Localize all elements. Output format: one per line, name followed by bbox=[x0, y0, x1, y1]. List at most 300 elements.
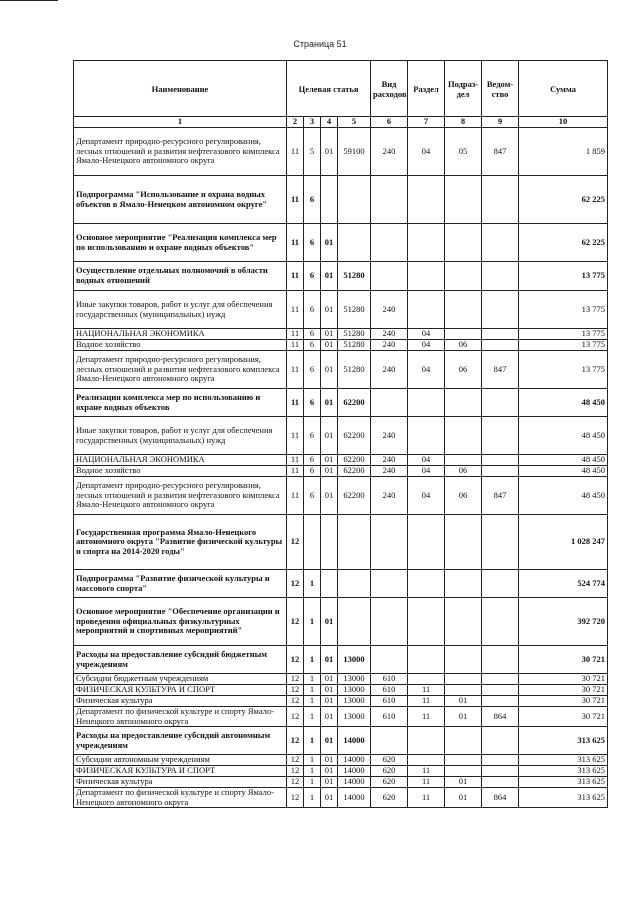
cell-subprogram: 1 bbox=[304, 755, 321, 766]
cell-name: Департамент природно-ресурсного регулирования, лесных отношений и развития нефтегазового комплекса Ямало-Ненецкого автономного округа bbox=[74, 477, 287, 515]
cell-direction: 51280 bbox=[338, 340, 371, 351]
cell-program: 11 bbox=[287, 224, 304, 262]
table-row bbox=[74, 262, 608, 291]
cell-program: 11 bbox=[287, 466, 304, 477]
cell-sum: 62 225 bbox=[519, 224, 608, 262]
cell-vedomstvo bbox=[482, 696, 519, 707]
cell-podrazdel: 06 bbox=[445, 466, 482, 477]
cell-name: Расходы на предоставление субсидий автономным учреждениям bbox=[74, 727, 287, 755]
cell-event: 01 bbox=[321, 340, 338, 351]
cell-name: ФИЗИЧЕСКАЯ КУЛЬТУРА И СПОРТ bbox=[74, 766, 287, 777]
cell-razdel: 11 bbox=[408, 685, 445, 696]
cell-direction bbox=[338, 598, 371, 646]
cell-razdel: 11 bbox=[408, 788, 445, 808]
table-row bbox=[74, 351, 608, 389]
cell-name: Департамент по физической культуре и спорту Ямало-Ненецкого автономного округа bbox=[74, 707, 287, 727]
cell-sum: 48 450 bbox=[519, 417, 608, 455]
cell-event: 01 bbox=[321, 417, 338, 455]
cell-razdel: 04 bbox=[408, 351, 445, 389]
cell-sum: 13 775 bbox=[519, 351, 608, 389]
cell-razdel: 11 bbox=[408, 707, 445, 727]
cell-direction: 59100 bbox=[338, 128, 371, 176]
cell-razdel: 04 bbox=[408, 477, 445, 515]
cell-podrazdel: 01 bbox=[445, 707, 482, 727]
table-row bbox=[74, 707, 608, 727]
cell-event: 01 bbox=[321, 685, 338, 696]
cell-podrazdel: 06 bbox=[445, 477, 482, 515]
cell-razdel: 11 bbox=[408, 777, 445, 788]
cell-program: 11 bbox=[287, 329, 304, 340]
cell-name: Подпрограмма "Развитие физической культуры и массового спорта" bbox=[74, 570, 287, 598]
cell-vid: 620 bbox=[371, 788, 408, 808]
cell-program: 11 bbox=[287, 128, 304, 176]
cell-event: 01 bbox=[321, 598, 338, 646]
cell-name: НАЦИОНАЛЬНАЯ ЭКОНОМИКА bbox=[74, 329, 287, 340]
cell-podrazdel bbox=[445, 646, 482, 674]
cell-event: 01 bbox=[321, 291, 338, 329]
cell-sum: 13 775 bbox=[519, 329, 608, 340]
cell-podrazdel bbox=[445, 262, 482, 291]
cell-program: 12 bbox=[287, 755, 304, 766]
cell-podrazdel bbox=[445, 674, 482, 685]
cell-direction: 62200 bbox=[338, 466, 371, 477]
cell-sum: 1 028 247 bbox=[519, 515, 608, 570]
cell-subprogram: 6 bbox=[304, 176, 321, 224]
cell-razdel bbox=[408, 515, 445, 570]
cell-vid: 240 bbox=[371, 351, 408, 389]
cell-subprogram: 6 bbox=[304, 466, 321, 477]
cell-vedomstvo bbox=[482, 340, 519, 351]
cell-vid: 240 bbox=[371, 329, 408, 340]
cell-vid: 610 bbox=[371, 707, 408, 727]
cell-name: Департамент природно-ресурсного регулирования, лесных отношений и развития нефтегазового комплекса Ямало-Ненецкого автономного округа bbox=[74, 351, 287, 389]
cell-vedomstvo bbox=[482, 515, 519, 570]
cell-direction: 13000 bbox=[338, 674, 371, 685]
table-row bbox=[74, 727, 608, 755]
cell-event: 01 bbox=[321, 788, 338, 808]
cell-direction: 51280 bbox=[338, 262, 371, 291]
cell-direction: 62200 bbox=[338, 417, 371, 455]
cell-vid: 610 bbox=[371, 685, 408, 696]
cell-name: Подпрограмма "Использование и охрана водных объектов в Ямало-Ненецком автономном округе" bbox=[74, 176, 287, 224]
cell-podrazdel bbox=[445, 224, 482, 262]
cell-program: 11 bbox=[287, 351, 304, 389]
cell-program: 12 bbox=[287, 685, 304, 696]
cell-program: 11 bbox=[287, 417, 304, 455]
col-number: 5 bbox=[338, 117, 371, 128]
cell-vid bbox=[371, 570, 408, 598]
budget-table bbox=[73, 60, 608, 808]
table-body bbox=[74, 128, 608, 808]
cell-podrazdel bbox=[445, 755, 482, 766]
cell-event: 01 bbox=[321, 646, 338, 674]
header-vid: Вид расходов bbox=[371, 61, 408, 117]
table-row bbox=[74, 455, 608, 466]
cell-sum: 13 775 bbox=[519, 262, 608, 291]
cell-razdel bbox=[408, 727, 445, 755]
cell-name: НАЦИОНАЛЬНАЯ ЭКОНОМИКА bbox=[74, 455, 287, 466]
cell-event bbox=[321, 570, 338, 598]
cell-sum: 13 775 bbox=[519, 291, 608, 329]
table-row bbox=[74, 570, 608, 598]
table-row bbox=[74, 696, 608, 707]
cell-podrazdel bbox=[445, 598, 482, 646]
cell-program: 12 bbox=[287, 598, 304, 646]
cell-subprogram: 1 bbox=[304, 707, 321, 727]
cell-sum: 13 775 bbox=[519, 340, 608, 351]
cell-razdel bbox=[408, 674, 445, 685]
cell-vid bbox=[371, 176, 408, 224]
cell-event: 01 bbox=[321, 766, 338, 777]
cell-event: 01 bbox=[321, 455, 338, 466]
cell-vedomstvo bbox=[482, 674, 519, 685]
cell-subprogram: 6 bbox=[304, 351, 321, 389]
cell-razdel bbox=[408, 755, 445, 766]
cell-podrazdel: 05 bbox=[445, 128, 482, 176]
header-name: Наименование bbox=[74, 61, 287, 117]
cell-name: Департамент по физической культуре и спорту Ямало-Ненецкого автономного округа bbox=[74, 788, 287, 808]
cell-event: 01 bbox=[321, 262, 338, 291]
cell-sum: 524 774 bbox=[519, 570, 608, 598]
cell-vid bbox=[371, 646, 408, 674]
cell-sum: 313 625 bbox=[519, 766, 608, 777]
cell-vid: 240 bbox=[371, 128, 408, 176]
cell-event: 01 bbox=[321, 674, 338, 685]
cell-vedomstvo bbox=[482, 291, 519, 329]
cell-program: 12 bbox=[287, 570, 304, 598]
cell-name: Иные закупки товаров, работ и услуг для обеспечения государственных (муниципальных) нужд bbox=[74, 417, 287, 455]
cell-name: Основное мероприятие "Обеспечение организации и проведения официальных физкультурных мероприятий и спортивных мероприятий" bbox=[74, 598, 287, 646]
cell-event: 01 bbox=[321, 696, 338, 707]
cell-event: 01 bbox=[321, 224, 338, 262]
cell-program: 12 bbox=[287, 674, 304, 685]
cell-vedomstvo bbox=[482, 262, 519, 291]
cell-podrazdel bbox=[445, 389, 482, 417]
table-row bbox=[74, 755, 608, 766]
cell-event: 01 bbox=[321, 351, 338, 389]
cell-sum: 313 625 bbox=[519, 727, 608, 755]
cell-subprogram: 1 bbox=[304, 696, 321, 707]
cell-subprogram: 1 bbox=[304, 570, 321, 598]
col-number: 7 bbox=[408, 117, 445, 128]
cell-direction bbox=[338, 224, 371, 262]
cell-podrazdel bbox=[445, 329, 482, 340]
table-row bbox=[74, 389, 608, 417]
cell-vid: 610 bbox=[371, 696, 408, 707]
cell-vid bbox=[371, 727, 408, 755]
cell-sum: 48 450 bbox=[519, 477, 608, 515]
cell-subprogram: 1 bbox=[304, 646, 321, 674]
table-row bbox=[74, 340, 608, 351]
cell-sum: 30 721 bbox=[519, 646, 608, 674]
page-label: Страница 51 bbox=[293, 39, 347, 49]
header-summa: Сумма bbox=[519, 61, 608, 117]
cell-vedomstvo bbox=[482, 224, 519, 262]
cell-razdel bbox=[408, 389, 445, 417]
table-row bbox=[74, 417, 608, 455]
cell-podrazdel bbox=[445, 727, 482, 755]
table-row bbox=[74, 291, 608, 329]
cell-program: 12 bbox=[287, 515, 304, 570]
cell-direction bbox=[338, 515, 371, 570]
cell-sum: 48 450 bbox=[519, 466, 608, 477]
cell-name: Государственная программа Ямало-Ненецкого автономного округа "Развитие физической культуры и спорта на 2014-2020 годы" bbox=[74, 515, 287, 570]
col-number: 6 bbox=[371, 117, 408, 128]
cell-name: Осуществление отдельных полномочий в области водных отношений bbox=[74, 262, 287, 291]
cell-subprogram: 6 bbox=[304, 477, 321, 515]
cell-vedomstvo bbox=[482, 755, 519, 766]
table-row bbox=[74, 224, 608, 262]
cell-vid bbox=[371, 389, 408, 417]
cell-direction: 14000 bbox=[338, 788, 371, 808]
cell-vedomstvo bbox=[482, 727, 519, 755]
cell-vid: 240 bbox=[371, 340, 408, 351]
col-number: 2 bbox=[287, 117, 304, 128]
cell-razdel: 04 bbox=[408, 466, 445, 477]
header-podrazdel: Подраз-дел bbox=[445, 61, 482, 117]
cell-podrazdel: 06 bbox=[445, 351, 482, 389]
table-row bbox=[74, 598, 608, 646]
table-row bbox=[74, 466, 608, 477]
cell-direction: 13000 bbox=[338, 707, 371, 727]
cell-direction: 14000 bbox=[338, 777, 371, 788]
corner-rule bbox=[0, 0, 58, 1]
cell-name: Расходы на предоставление субсидий бюджетным учреждениям bbox=[74, 646, 287, 674]
cell-program: 11 bbox=[287, 389, 304, 417]
cell-event: 01 bbox=[321, 329, 338, 340]
cell-vedomstvo: 847 bbox=[482, 477, 519, 515]
table-row bbox=[74, 788, 608, 808]
cell-name: Физическая культура bbox=[74, 696, 287, 707]
cell-sum: 313 625 bbox=[519, 777, 608, 788]
header-razdel: Раздел bbox=[408, 61, 445, 117]
table-row bbox=[74, 176, 608, 224]
cell-razdel: 04 bbox=[408, 128, 445, 176]
cell-name: Водное хозяйство bbox=[74, 340, 287, 351]
cell-vedomstvo: 864 bbox=[482, 788, 519, 808]
cell-subprogram: 6 bbox=[304, 455, 321, 466]
header-row bbox=[74, 61, 608, 117]
cell-vid: 610 bbox=[371, 674, 408, 685]
cell-podrazdel bbox=[445, 455, 482, 466]
cell-event: 01 bbox=[321, 466, 338, 477]
cell-vedomstvo bbox=[482, 598, 519, 646]
cell-subprogram: 1 bbox=[304, 674, 321, 685]
table-row bbox=[74, 128, 608, 176]
cell-name: Департамент природно-ресурсного регулирования, лесных отношений и развития нефтегазового комплекса Ямало-Ненецкого автономного округа bbox=[74, 128, 287, 176]
cell-event: 01 bbox=[321, 389, 338, 417]
cell-name: Основное мероприятие "Реализация комплекса мер по использованию и охране водных объектов" bbox=[74, 224, 287, 262]
cell-direction bbox=[338, 176, 371, 224]
cell-event bbox=[321, 515, 338, 570]
cell-vid: 620 bbox=[371, 766, 408, 777]
cell-vedomstvo bbox=[482, 329, 519, 340]
cell-podrazdel: 01 bbox=[445, 696, 482, 707]
cell-event: 01 bbox=[321, 727, 338, 755]
cell-razdel bbox=[408, 176, 445, 224]
cell-vid: 240 bbox=[371, 466, 408, 477]
cell-program: 12 bbox=[287, 727, 304, 755]
cell-razdel: 04 bbox=[408, 340, 445, 351]
cell-podrazdel: 01 bbox=[445, 788, 482, 808]
cell-vedomstvo bbox=[482, 646, 519, 674]
cell-direction: 62200 bbox=[338, 455, 371, 466]
cell-sum: 30 721 bbox=[519, 707, 608, 727]
cell-program: 12 bbox=[287, 696, 304, 707]
cell-vid bbox=[371, 262, 408, 291]
cell-vedomstvo bbox=[482, 417, 519, 455]
cell-vid bbox=[371, 515, 408, 570]
cell-sum: 48 450 bbox=[519, 455, 608, 466]
cell-name: Физическая культура bbox=[74, 777, 287, 788]
cell-event: 01 bbox=[321, 755, 338, 766]
cell-name: Субсидии бюджетным учреждениям bbox=[74, 674, 287, 685]
cell-vedomstvo bbox=[482, 570, 519, 598]
cell-vid: 240 bbox=[371, 417, 408, 455]
cell-sum: 30 721 bbox=[519, 696, 608, 707]
cell-podrazdel: 01 bbox=[445, 777, 482, 788]
cell-direction: 51280 bbox=[338, 329, 371, 340]
cell-podrazdel bbox=[445, 515, 482, 570]
cell-sum: 62 225 bbox=[519, 176, 608, 224]
cell-podrazdel bbox=[445, 766, 482, 777]
cell-program: 12 bbox=[287, 788, 304, 808]
cell-program: 12 bbox=[287, 777, 304, 788]
table-row bbox=[74, 515, 608, 570]
cell-event: 01 bbox=[321, 128, 338, 176]
cell-sum: 313 625 bbox=[519, 788, 608, 808]
cell-vid bbox=[371, 598, 408, 646]
table-row bbox=[74, 766, 608, 777]
cell-subprogram: 6 bbox=[304, 417, 321, 455]
cell-direction: 51280 bbox=[338, 291, 371, 329]
cell-subprogram: 6 bbox=[304, 262, 321, 291]
cell-direction: 62200 bbox=[338, 389, 371, 417]
cell-vedomstvo bbox=[482, 466, 519, 477]
col-number: 9 bbox=[482, 117, 519, 128]
table-row bbox=[74, 777, 608, 788]
cell-program: 12 bbox=[287, 646, 304, 674]
cell-vid: 240 bbox=[371, 455, 408, 466]
cell-subprogram: 1 bbox=[304, 766, 321, 777]
cell-name: Реализация комплекса мер по использованию и охране водных объектов bbox=[74, 389, 287, 417]
cell-direction: 14000 bbox=[338, 727, 371, 755]
table-row bbox=[74, 685, 608, 696]
cell-direction bbox=[338, 570, 371, 598]
cell-vedomstvo: 847 bbox=[482, 351, 519, 389]
cell-razdel bbox=[408, 291, 445, 329]
cell-event: 01 bbox=[321, 707, 338, 727]
cell-subprogram: 5 bbox=[304, 128, 321, 176]
cell-razdel bbox=[408, 598, 445, 646]
cell-name: ФИЗИЧЕСКАЯ КУЛЬТУРА И СПОРТ bbox=[74, 685, 287, 696]
cell-direction: 14000 bbox=[338, 766, 371, 777]
cell-direction: 62200 bbox=[338, 477, 371, 515]
cell-vedomstvo: 847 bbox=[482, 128, 519, 176]
cell-razdel bbox=[408, 262, 445, 291]
cell-subprogram: 1 bbox=[304, 788, 321, 808]
column-number-row bbox=[74, 117, 608, 128]
cell-podrazdel bbox=[445, 570, 482, 598]
cell-subprogram: 1 bbox=[304, 685, 321, 696]
cell-podrazdel bbox=[445, 176, 482, 224]
cell-razdel bbox=[408, 646, 445, 674]
cell-subprogram bbox=[304, 515, 321, 570]
cell-subprogram: 1 bbox=[304, 777, 321, 788]
cell-razdel: 11 bbox=[408, 696, 445, 707]
cell-vedomstvo bbox=[482, 455, 519, 466]
cell-vid: 240 bbox=[371, 291, 408, 329]
cell-vedomstvo: 864 bbox=[482, 707, 519, 727]
cell-podrazdel: 06 bbox=[445, 340, 482, 351]
cell-subprogram: 1 bbox=[304, 727, 321, 755]
cell-vid bbox=[371, 224, 408, 262]
col-number: 1 bbox=[74, 117, 287, 128]
cell-program: 11 bbox=[287, 455, 304, 466]
cell-program: 12 bbox=[287, 707, 304, 727]
cell-vedomstvo bbox=[482, 389, 519, 417]
cell-program: 11 bbox=[287, 340, 304, 351]
cell-subprogram: 6 bbox=[304, 329, 321, 340]
cell-vedomstvo bbox=[482, 766, 519, 777]
header-target: Целевая статья bbox=[287, 61, 371, 117]
cell-vid: 620 bbox=[371, 777, 408, 788]
cell-direction: 13000 bbox=[338, 646, 371, 674]
header-vedomstvo: Ведом-ство bbox=[482, 61, 519, 117]
col-number: 3 bbox=[304, 117, 321, 128]
cell-event bbox=[321, 176, 338, 224]
cell-direction: 13000 bbox=[338, 685, 371, 696]
cell-razdel bbox=[408, 224, 445, 262]
cell-name: Водное хозяйство bbox=[74, 466, 287, 477]
cell-sum: 392 720 bbox=[519, 598, 608, 646]
cell-program: 12 bbox=[287, 766, 304, 777]
col-number: 8 bbox=[445, 117, 482, 128]
cell-razdel: 04 bbox=[408, 455, 445, 466]
cell-direction: 13000 bbox=[338, 696, 371, 707]
table-row bbox=[74, 646, 608, 674]
table-row bbox=[74, 477, 608, 515]
cell-sum: 48 450 bbox=[519, 389, 608, 417]
cell-subprogram: 6 bbox=[304, 340, 321, 351]
cell-sum: 30 721 bbox=[519, 674, 608, 685]
cell-vid: 240 bbox=[371, 477, 408, 515]
cell-razdel bbox=[408, 570, 445, 598]
cell-name: Субсидии автономным учреждениям bbox=[74, 755, 287, 766]
cell-vid: 620 bbox=[371, 755, 408, 766]
cell-program: 11 bbox=[287, 176, 304, 224]
cell-razdel bbox=[408, 417, 445, 455]
table-row bbox=[74, 674, 608, 685]
cell-event: 01 bbox=[321, 777, 338, 788]
cell-razdel: 04 bbox=[408, 329, 445, 340]
cell-razdel: 11 bbox=[408, 766, 445, 777]
cell-subprogram: 6 bbox=[304, 224, 321, 262]
cell-name: Иные закупки товаров, работ и услуг для обеспечения государственных (муниципальных) нужд bbox=[74, 291, 287, 329]
cell-program: 11 bbox=[287, 291, 304, 329]
cell-direction: 51280 bbox=[338, 351, 371, 389]
cell-sum: 30 721 bbox=[519, 685, 608, 696]
cell-sum: 313 625 bbox=[519, 755, 608, 766]
cell-subprogram: 1 bbox=[304, 598, 321, 646]
col-number: 4 bbox=[321, 117, 338, 128]
cell-program: 11 bbox=[287, 477, 304, 515]
col-number: 10 bbox=[519, 117, 608, 128]
table-row bbox=[74, 329, 608, 340]
cell-vedomstvo bbox=[482, 777, 519, 788]
cell-sum: 1 859 bbox=[519, 128, 608, 176]
cell-vedomstvo bbox=[482, 685, 519, 696]
